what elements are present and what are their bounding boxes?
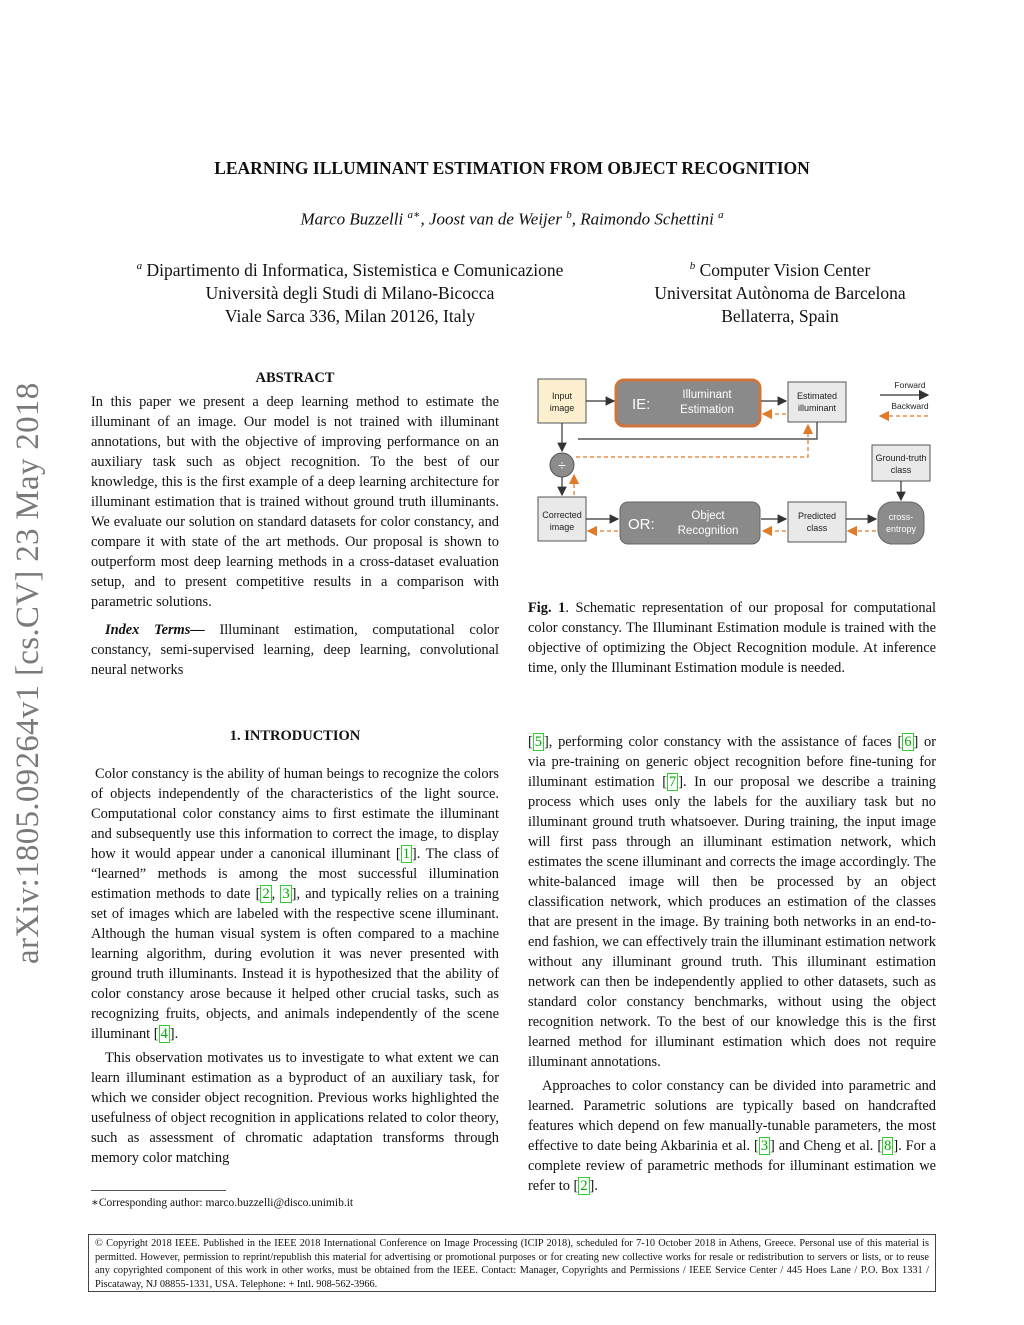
citation-link[interactable]: 2 [262,886,270,902]
citation-link[interactable]: 3 [282,886,290,902]
ie-tag: IE: [632,396,651,413]
footnote-rule [91,1190,226,1191]
intro-right-column: [ 5 ], performing color constancy with the assistance of faces [ 6 ] or via pre-training on generic object recognition before fine-tuning for illuminant estimation [ 7 ]. In our proposal we describe a training process which uses only the labels for the auxiliary task but no illuminant ground truth whatsoever. During training, the input image will first pass through an illuminant estimation network, which estimates the scene illuminant and corrects the image accordingly. The white-balanced image will then be processed by an object classification network, which produces an estimation of the classes that are present in the image. By training both networks in an end-to-end fashion, we can effectively train the illuminant estimation network without any illuminant ground truth. This illuminant estimation network can then be independently applied to other datasets, such as standard color constancy benchmarks, without using the object recognition network. To the best of our knowledge this is the first learned method for illuminant estimation which does not require illuminant annotations. Approaches to color constancy can be divided into parametric and learned. Parametric solutions are typically based on handcrafted features which depend on few manually-tunable parameters, the most effective to date being Akbarinia et al. [ 3 ] and Cheng et al. [ 8 ]. For a complete review of parametric methods for illuminant estimation we refer to [ 2 ]. [528,734,936,1194]
svg-text:entropy: entropy [885,524,917,534]
affiliation-b: $^b$ Computer Vision Center Universitat Autònoma de Barcelona Bellaterra, Spain [654,259,906,326]
citation-link[interactable]: 7 [669,774,677,790]
ground-truth-box [872,445,930,481]
figure-1-diagram [528,371,938,586]
footnote: ∗Corresponding author: marco.buzzelli@disco.unimib.it [91,1197,354,1209]
abstract-heading: ABSTRACT [255,370,335,386]
abstract-body: In this paper we present a deep learning method to estimate the illuminant of an image. Our model is not trained with illuminant annotations, but with the objective of improving performance on an auxiliary task such as object recognition. To the best of our knowledge, this is the first example of a deep learning architecture for illuminant estimation that is trained without ground truth illuminants. We evaluate our solution on standard datasets for color constancy, and compare it with state of the art methods. Our proposal is shown to outperform most deep learning methods in a cross-dataset evaluation setup, and to present competitive results in a comparison with parametric solutions. Index Terms— Illuminant estimation, computational color constancy, semi-supervised learning, deep learning, convolutional neural networks [91,394,499,678]
index-terms: Index Terms— Illuminant estimation, computational color constancy, semi-supervised learning, deep learning, convolutional neural networks [91,622,499,678]
figure-1-caption: Fig. 1. Schematic representation of our proposal for computational color constancy. The Illuminant Estimation module is trained with the objective of optimizing the Object Recognition module. At inference time, only the Illuminant Estimation module is needed. [528,600,937,676]
figure-1-svg [528,371,938,586]
input-image-box [538,379,586,423]
intro-heading: 1. INTRODUCTION [229,728,361,744]
arxiv-stamp: arXiv:1805.09264v1 [cs.CV] 23 May 2018 [10,382,46,964]
svg-text:Estimated: Estimated [796,391,838,401]
author-list: Marco Buzzelli $^{a∗}$, Joost van de Weijer $^b$, Raimondo Schettini $^a$ [300,209,724,229]
svg-text:cross-: cross- [888,512,914,522]
intro-left-column: Color constancy is the ability of human beings to recognize the colors of objects independently of the characteristics of the light source. Computational color constancy aims to first estimate the illuminant and subsequently use this information to correct the image, to display how it would appear under a canonical illuminant [ 1 ]. The class of “learned” methods is among the most successful illumination estimation methods to date [ 2 , 3 ], and typically relies on a training set of images which are labeled with the respective scene illuminant. Although the human visual system is often compared to a machine learning algorithm, during evolution it was never presented with ground truth illuminants. Instead it is hypothesized that the ability of color constancy arose because it helped other crucial tasks, such as recognizing fruits, objects, and animals independently of the scene illuminant [ 4 ]. This observation motivates us to investigate to what extent we can learn illuminant estimation as a byproduct of an auxiliary task, for which we consider object recognition. Previous works highlighted the usefulness of object recognition in applications related to color theory, such as assessment of chromatic adaptation transforms through memory color matching [91,766,500,1166]
or-tag: OR: [628,516,655,533]
svg-text:Predicted: Predicted [797,511,837,521]
svg-text:image: image [549,403,575,413]
citation-link[interactable]: 1 [402,846,410,862]
input-image-label: Input [551,391,573,401]
svg-text:Estimation: Estimation [680,404,734,416]
svg-text:Recognition: Recognition [677,525,739,537]
cross-entropy-node [878,502,924,544]
estimated-illuminant-box [788,382,846,422]
svg-text:Ground-truth: Ground-truth [875,453,927,463]
paper-title: LEARNING ILLUMINANT ESTIMATION FROM OBJECT RECOGNITION [214,158,810,178]
affiliation-a: $^a$ Dipartimento di Informatica, Sistemistica e Comunicazione Università degli Studi di Milano-Bicocca Viale Sarca 336, Milan 20126, Italy [136,259,564,326]
svg-text:Corrected: Corrected [542,510,582,520]
svg-text:Illuminant: Illuminant [682,389,732,401]
citation-link[interactable]: 8 [884,1138,892,1154]
legend-forward: Forward [894,380,926,390]
svg-text:÷: ÷ [558,457,566,473]
predicted-class-box [788,502,846,542]
svg-text:class: class [806,523,828,533]
svg-text:Object: Object [691,510,725,522]
citation-link[interactable]: 6 [904,734,912,750]
svg-text:class: class [890,465,912,475]
svg-text:illuminant: illuminant [797,403,837,413]
citation-link[interactable]: 4 [160,1026,168,1042]
citation-link[interactable]: 3 [760,1138,769,1154]
copyright-notice: © Copyright 2018 IEEE. Published in the IEEE 2018 International Conference on Image Processing (ICIP 2018), scheduled for 7-10 October 2018 in Athens, Greece. Personal use of this material is permitted. However, permission to reprint/republish this material for advertising or promotional purposes or for creating new collective works for resale or redistribution to servers or lists, or to reuse any copyrighted component of this work in other works, must be obtained from the IEEE. Contact: Manager, Copyrights and Permissions / IEEE Service Center / 445 Hoes Lane / P.O. Box 1331 / Piscataway, NJ 08855-1331, USA. Telephone: + Intl. 908-562-3966. [88,1234,936,1292]
legend-backward: Backward [891,401,929,411]
citation-link[interactable]: 2 [580,1178,588,1194]
svg-text:image: image [549,522,575,532]
citation-link[interactable]: 5 [534,734,542,750]
